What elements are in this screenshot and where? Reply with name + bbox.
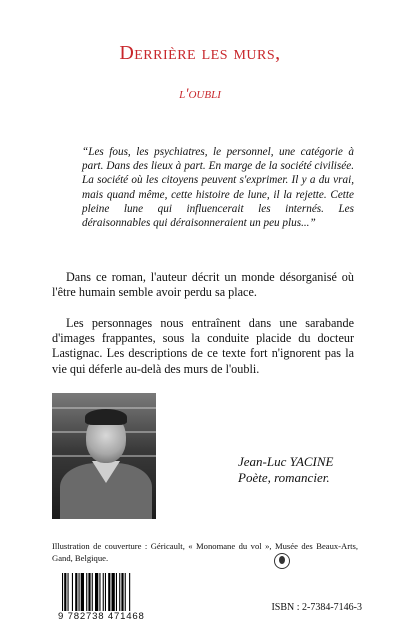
book-subtitle: l'oubli [179, 86, 221, 102]
barcode [58, 573, 166, 621]
author-role: Poète, romancier. [238, 470, 330, 485]
publisher-logo-icon [274, 553, 290, 569]
excerpt-quote: “Les fous, les psychiatres, le personnel, une catégorie à part. Dans des lieux à part. En marge de la société civilisée. La société où les citoyens peuvent s'exprimer. Il y a du vrai, mais quand même, cette histoire de lune, il la rejette. Cette pleine lune qui influencerait les internés. Les déraisonnables qui déraisonneraient un peu plus...” [82, 146, 354, 230]
cover-credit: Illustration de couverture : Géricault, « Monomane du vol », Musée des Beaux-Arts, Gand, Belgique. [52, 541, 358, 563]
isbn-number: ISBN : 2-7384-7146-3 [271, 602, 362, 613]
barcode-digits: 9 782738 471468 [58, 611, 145, 622]
summary-paragraph-1: Dans ce roman, l'auteur décrit un monde désorganisé où l'être humain semble avoir perdu sa place. [52, 270, 354, 300]
author-block [238, 454, 378, 486]
author-photo [52, 393, 156, 519]
author-name: Jean-Luc YACINE [238, 454, 334, 469]
book-title: Derrière les murs, [119, 42, 281, 64]
barcode-bars [62, 573, 162, 611]
summary-paragraph-2: Les personnages nous entraînent dans une sarabande d'images frappantes, sous la conduite placide du docteur Lastignac. Les descriptions de ce texte fort n'ignorent pas la vie qui déferle au-delà des murs de l'oubli. [52, 316, 354, 376]
